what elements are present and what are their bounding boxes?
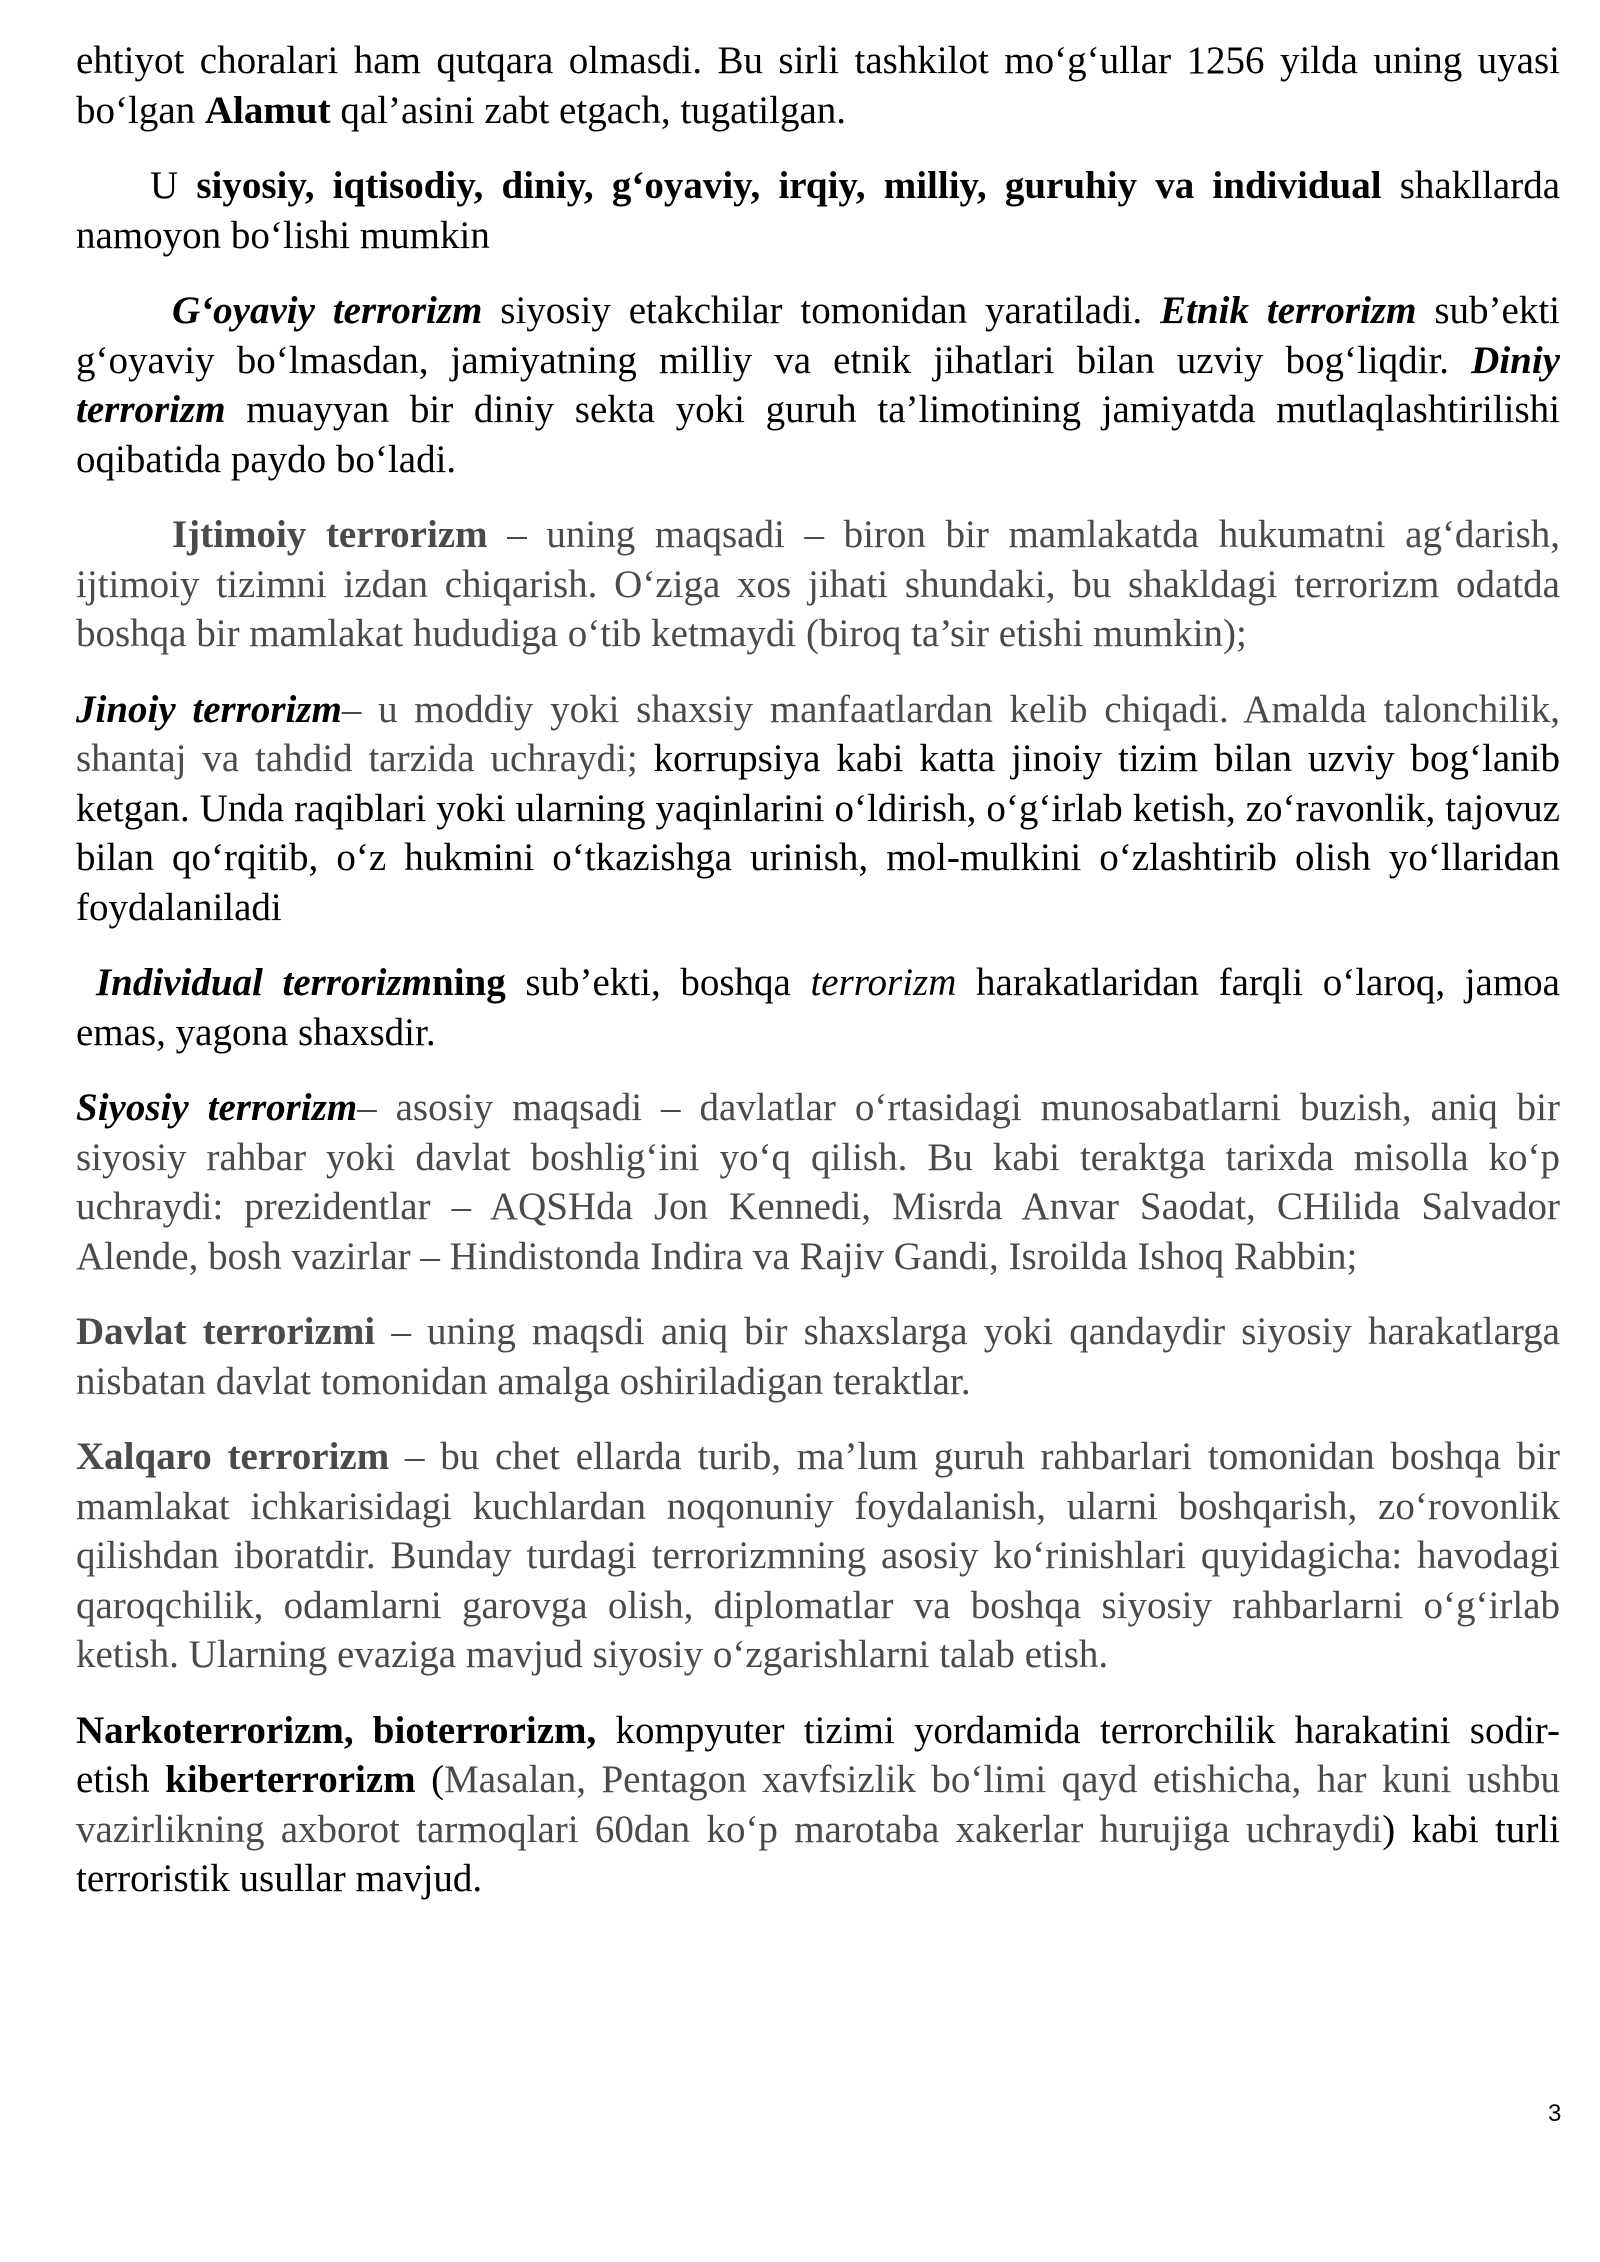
paragraph-social-terrorism xyxy=(76,510,1560,659)
bold-suffix: ning xyxy=(432,961,506,1004)
term-religious-terrorism: Diniy terrorizm xyxy=(76,338,1560,431)
term-social-terrorism: Ijtimoiy terrorizm xyxy=(172,513,488,556)
term-ethnic-terrorism: Etnik terrorizm xyxy=(1160,289,1417,332)
text: – u moddiy yoki shaxsiy manfaatlardan kelib chiqadi. Amalda talonchilik, shantaj va tahdid tarzida uchraydi; xyxy=(76,687,1560,780)
document-page xyxy=(76,36,1560,1930)
term-individual-terrorism: Individual terrorizm xyxy=(96,961,433,1004)
text: ( xyxy=(415,1758,445,1801)
paragraph-ideological-ethnic-religious xyxy=(76,286,1560,484)
paragraph-state-terrorism xyxy=(76,1307,1560,1406)
text: ) kabi turli terroristik usullar mavjud. xyxy=(76,1807,1560,1900)
text: korrupsiya kabi katta jinoiy tizim bilan uzviy bog‘lanib ketgan. Unda raqiblari yoki ularning yaqinlarini o‘ldirish, o‘g‘irlab ketish, zo‘ravonlik, tajovuz bilan qo‘rqitib, o‘z hukmini o‘tkazishga urinish, mol-mulkini o‘zlashtirib olish yo‘llaridan foydalaniladi xyxy=(76,737,1560,929)
bold-forms-list: siyosiy, iqtisodiy, diniy, g‘oyaviy, irqiy, milliy, guruhiy va individual xyxy=(196,164,1382,207)
text: – uning maqsdi aniq bir shaxslarga yoki qandaydir siyosiy harakatlarga nisbatan davlat tomonidan amalga oshiriladigan teraktlar. xyxy=(76,1310,1560,1403)
paragraph-alamut xyxy=(76,36,1560,135)
paragraph-cyber-terrorism xyxy=(76,1706,1560,1904)
paragraph-individual-terrorism xyxy=(76,958,1560,1057)
text: kompyuter tizimi yordamida terrorchilik harakatini sodir-etish xyxy=(76,1708,1560,1801)
text: shakllarda namoyon bo‘lishi mumkin xyxy=(76,164,1561,257)
paragraph-forms xyxy=(76,161,1560,260)
text: ehtiyot choralari ham qutqara olmasdi. Bu sirli tashkilot mo‘g‘ullar 1256 yilda uning uyasi bo‘lgan xyxy=(76,39,1560,132)
term-political-terrorism: Siyosiy terrorizm xyxy=(76,1086,358,1129)
term-ideological-terrorism: G‘oyaviy terrorizm xyxy=(172,289,483,332)
text: U xyxy=(150,164,197,207)
term-international-terrorism: Xalqaro terrorizm xyxy=(76,1435,390,1478)
term-cyber-terrorism: kiberterrorizm xyxy=(165,1758,416,1801)
bold-term-alamut: Alamut xyxy=(204,88,331,132)
text: muayyan bir diniy sekta yoki guruh ta’limotining jamiyatda mutlaqlashtirilishi oqibatida paydo bo‘ladi. xyxy=(76,388,1560,481)
text: Masalan, Pentagon xavfsizlik bo‘limi qayd etishicha, har kuni ushbu vazirlikning axborot tarmoqlari 60dan ko‘p marotaba xakerlar hurujiga uchraydi xyxy=(76,1758,1560,1851)
text: sub’ekti g‘oyaviy bo‘lmasdan, jamiyatning milliy va etnik jihatlari bilan uzviy bog‘liqdir. xyxy=(76,289,1560,382)
page-number: 3 xyxy=(1548,2100,1562,2127)
paragraph-political-terrorism xyxy=(76,1083,1560,1281)
text: harakatlaridan farqli o‘laroq, jamoa emas, yagona shaxsdir. xyxy=(76,961,1560,1054)
term-state-terrorism: Davlat terrorizmi xyxy=(76,1310,376,1353)
text: – bu chet ellarda turib, ma’lum guruh rahbarlari tomonidan boshqa bir mamlakat ichkarisidagi kuchlardan noqonuniy foydalanish, ularni boshqarish, zo‘rovonlik qilishdan iboratdir. Bunday turdagi terrorizmning asosiy ko‘rinishlari quyidagicha: havodagi qaroqchilik, odamlarni garovga olish, diplomatlar va boshqa siyosiy rahbarlarni o‘g‘irlab ketish. Ularning evaziga mavjud siyosiy o‘zgarishlarni talab etish. xyxy=(76,1435,1561,1676)
paragraph-criminal-terrorism xyxy=(76,685,1560,933)
italic-term: terrorizm xyxy=(810,961,957,1004)
text: – uning maqsadi – biron bir mamlakatda hukumatni ag‘darish, ijtimoiy tizimni izdan chiqarish. O‘ziga xos jihati shundaki, bu shakldagi terrorizm odatda boshqa bir mamlakat hududiga o‘tib ketmaydi (biroq ta’sir etishi mumkin); xyxy=(76,513,1560,655)
text: – asosiy maqsadi – davlatlar o‘rtasidagi munosabatlarni buzish, aniq bir siyosiy rahbar yoki davlat boshlig‘ini yo‘q qilish. Bu kabi teraktga tarixda misolla ko‘p uchraydi: prezidentlar – AQSHda Jon Kennedi, Misrda Anvar Saodat, CHilida Salvador Alende, bosh vazirlar – Hindistonda Indira va Rajiv Gandi, Isroilda Ishoq Rabbin; xyxy=(76,1086,1560,1278)
term-narco-bio-terrorism: Narkoterrorizm, bioterrorizm, xyxy=(76,1708,597,1752)
text: sub’ekti, boshqa xyxy=(505,961,811,1004)
term-criminal-terrorism: Jinoiy terrorizm xyxy=(76,687,342,731)
text: qal’asini zabt etgach, tugatilgan. xyxy=(330,88,847,132)
paragraph-international-terrorism xyxy=(76,1432,1560,1680)
text: siyosiy etakchilar tomonidan yaratiladi. xyxy=(482,289,1161,332)
